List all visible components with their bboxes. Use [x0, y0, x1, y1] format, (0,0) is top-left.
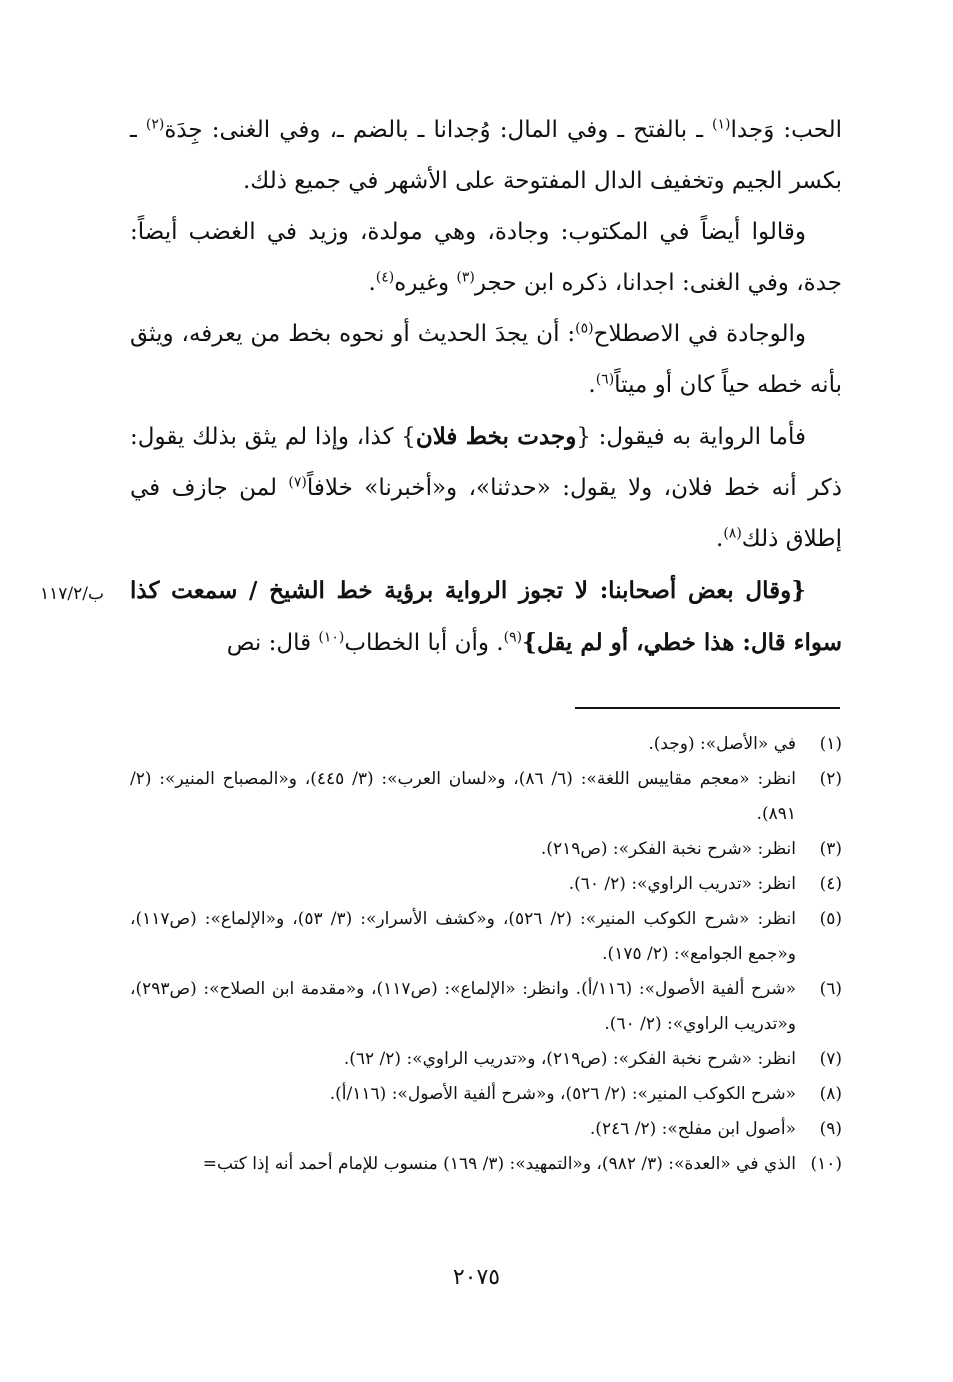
footnote-number: (٥)	[819, 909, 842, 929]
text-run: .	[716, 526, 724, 552]
footnote-item	[130, 762, 842, 832]
footnote-text: انظر: «معجم مقاييس اللغة»: (٦/ ٨٦)، و«لسان العرب»: (٣/ ٤٤٥)، و«المصباح المنير»: (٢/ ٨٩١).	[130, 769, 796, 824]
footnote-divider	[575, 707, 840, 709]
footnote-marker: (٢)	[145, 116, 165, 133]
paragraph	[130, 411, 842, 565]
text-run: وغيره	[394, 270, 457, 296]
paragraph	[130, 105, 842, 207]
footnote-text: «شرح ألفية الأصول»: (١١٦/أ). وانظر: «الإلماع»: (ص١١٧)، و«مقدمة ابن الصلاح»: (ص٢٩٣)، و«تدريب الراوي»: (٢/ ٦٠).	[130, 979, 796, 1034]
footnote-text: «شرح الكوكب المنير»: (٢/ ٥٢٦)، و«شرح ألفية الأصول»: (١١٦/أ).	[329, 1084, 796, 1104]
text-run: قال: نص	[226, 630, 319, 656]
main-text	[130, 105, 842, 669]
footnote-text: في «الأصل»: (وجد).	[648, 734, 796, 754]
footnote-number: (٩)	[819, 1119, 842, 1139]
footnote-marker: (٣)	[456, 269, 475, 286]
text-run: لمن جازف في إطلاق ذلك	[130, 475, 842, 552]
footnote-number: (٦)	[819, 979, 842, 999]
footnote-number: (٣)	[819, 839, 842, 859]
footnote-text: انظر: «شرح الكوكب المنير»: (٢/ ٥٢٦)، و«كشف الأسرار»: (٣/ ٥٣)، و«الإلماع»: (ص١١٧)، و«جمع الجوامع»: (٢/ ١٧٥).	[130, 909, 796, 964]
text-run: } كذا، وإذا لم يثق بذلك يقول: ذكر أنه خط فلان، ولا يقول: «حدثنا»، و«أخبرنا» خلافاً	[130, 424, 842, 501]
footnote-item	[130, 1147, 842, 1182]
paragraph	[130, 309, 842, 411]
footnote-marker: (٧)	[288, 474, 307, 491]
footnote-text: انظر: «تدريب الراوي»: (٢/ ٦٠).	[568, 874, 796, 894]
paragraph	[130, 565, 842, 669]
text-run: الحب: وَجدا	[730, 117, 842, 143]
footnote-marker: (٦)	[595, 371, 615, 388]
footnote-number: (٨)	[819, 1084, 842, 1104]
text-run: ـ بكسر الجيم وتخفيف الدال المفتوحة على الأشهر في جميع ذلك.	[130, 117, 842, 194]
text-run: . وأن أبا الخطاب	[344, 630, 504, 656]
text-run: .	[588, 372, 596, 398]
text-run: ـ بالفتح ـ وفي المال: وُجدانا ـ بالضم ـ، وفي الغنى: جِدَة	[164, 117, 713, 143]
footnote-marker: (٩)	[503, 629, 523, 646]
paragraph	[130, 207, 842, 309]
footnote-item	[130, 867, 842, 902]
footnote-marker: (١)	[712, 116, 731, 133]
footnote-text: «أصول ابن مفلح»: (٢/ ٢٤٦).	[589, 1119, 796, 1139]
text-run: فأما الرواية به فيقول: {	[576, 424, 807, 450]
footnote-marker: (٨)	[723, 525, 742, 542]
footnote-item	[130, 832, 842, 867]
text-run: : أن يجدَ الحديث أو نحوه بخط من يعرفه، ويثق بأنه خطه حياً كان أو ميتاً	[130, 321, 842, 398]
footnote-item	[130, 972, 842, 1042]
footnote-item	[130, 1077, 842, 1112]
footnote-marker: (١٠)	[318, 629, 345, 646]
footnote-number: (٢)	[819, 769, 842, 789]
footnote-text: الذي في «العدة»: (٣/ ٩٨٢)، و«التمهيد»: (٣/ ١٦٩) منسوب للإمام أحمد أنه إذا كتب=	[202, 1154, 796, 1174]
text-run: وقالوا أيضاً في المكتوب: وجادة، وهي مولدة، وزيد في الغضب أيضاً: جدة، وفي الغنى: اجدانا، ذكره ابن حجر	[130, 219, 842, 296]
margin-folio-note: ب/١١٧/٢	[40, 584, 104, 604]
footnote-text: انظر: «شرح نخبة الفكر»: (ص٢١٩)، و«تدريب الراوي»: (٢/ ٦٢).	[343, 1049, 796, 1069]
footnote-item	[130, 902, 842, 972]
footnote-number: (٤)	[819, 874, 842, 894]
footnote-item	[130, 1112, 842, 1147]
text-run: والوجادة في الاصطلاح	[593, 321, 807, 347]
footnote-number: (١٠)	[810, 1154, 842, 1174]
bold-text: وجدت بخط فلان	[415, 423, 577, 450]
bold-text: {وقال بعض أصحابنا: لا تجوز الرواية برؤية خط الشيخ / سمعت كذا سواء قال: هذا خطي، أو لم يقل}	[130, 577, 842, 656]
footnote-marker: (٤)	[375, 269, 395, 286]
page-number: ٢٠٧٥	[452, 1265, 501, 1290]
footnote-marker: (٥)	[575, 320, 594, 337]
footnote-text: انظر: «شرح نخبة الفكر»: (ص٢١٩).	[540, 839, 796, 859]
footnote-item	[130, 727, 842, 762]
text-run: .	[368, 270, 376, 296]
footnote-number: (٧)	[819, 1049, 842, 1069]
footnotes	[130, 727, 842, 1182]
footnote-item	[130, 1042, 842, 1077]
footnote-number: (١)	[819, 734, 842, 754]
